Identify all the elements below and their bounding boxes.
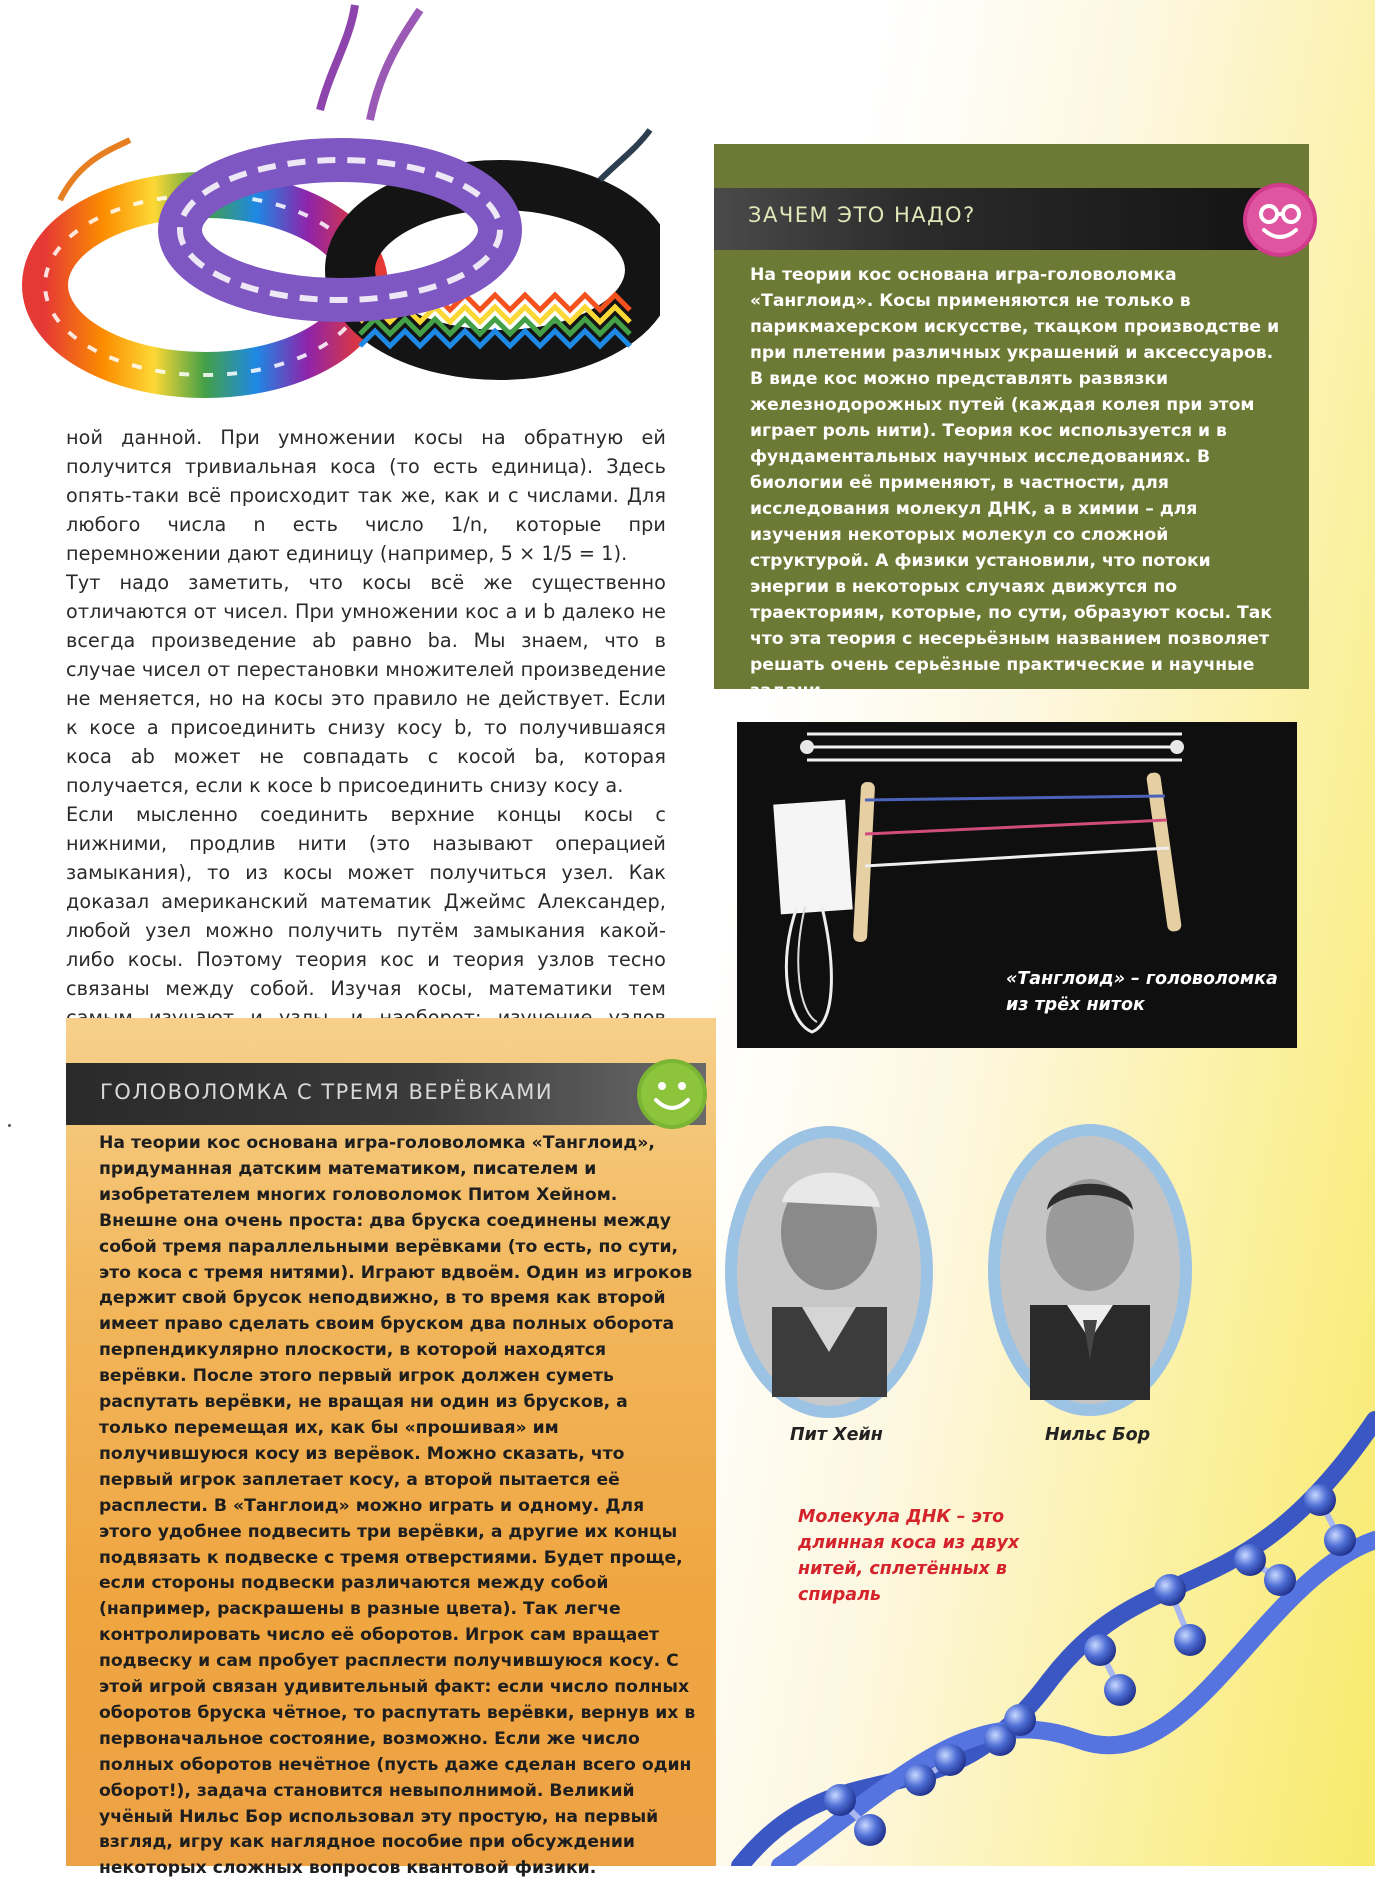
- paragraph-2: Тут надо заметить, что косы всё же существенно отличаются от чисел. При умножении кос a и b далеко не всегда произведение ab равно ba. Мы знаем, что в случае чисел от перестановки множителей произведение не меняется, но на косы это правило не действует. Если к косе a присоединить снизу косу b, то получившаяся коса ab может не совпадать с косой ba, которая получается, если к косе b присоединить снизу косу a.: [66, 571, 666, 797]
- paragraph-1: ной данной. При умножении косы на обратную ей получится тривиальная коса (то есть единица). Здесь опять-таки всё происходит так же, как и с числами. Для любого числа n есть число 1/n, которые при перемножении дают единицу (например, 5 × 1/5 = 1).: [66, 426, 666, 565]
- why-box-title: ЗАЧЕМ ЭТО НАДО?: [748, 203, 976, 227]
- why-box-text: На теории кос основана игра-головоломка «Танглоид». Косы применяются не только в парикмахерском искусстве, ткацком производстве и при плетении различных украшений и аксессуаров. В виде кос можно представлять развязки железнодорожных путей (каждая колея при этом играет роль нити). Теория кос используется и в фундаментальных научных исследованиях. В биологии её применяют, в частности, для исследования молекул ДНК, а в химии – для изучения некоторых молекул со сложной структурой. А физики установили, что потоки энергии в некоторых случаях движутся по траекториям, которые, по сути, образуют косы. Так что эта теория с несерьёзным названием позволяет решать очень серьёзные практические и научные задачи.: [750, 265, 1280, 701]
- glasses-smiley-icon: [1242, 182, 1318, 258]
- tangloid-caption: «Танглоид» – головоломка из трёх ниток: [1006, 969, 1278, 1015]
- main-article-text: [66, 423, 666, 1061]
- dna-illustration: [720, 1360, 1375, 1866]
- puzzle-box-title: ГОЛОВОЛОМКА С ТРЕМЯ ВЕРЁВКАМИ: [100, 1080, 554, 1104]
- smiley-face-icon: [636, 1058, 708, 1130]
- paragraph-3: Если мысленно соединить верхние концы косы с нижними, продлив нити (это называют операцией замыкания), то из косы может получиться узел. Как доказал американский математик Джеймс Александер, любой узел можно получить путём замыкания какой-либо косы. Поэтому теория кос и теория узлов тесно связаны между собой. Изучая косы, математики тем: [66, 803, 666, 1000]
- piet-hein-name: Пит Хейн: [790, 1425, 883, 1445]
- bracelets-photo: [20, 0, 660, 400]
- dna-caption: Молекула ДНК – это длинная коса из двух нитей, сплетённых в спираль: [798, 1507, 1020, 1605]
- margin-mark: [8, 1124, 11, 1127]
- niels-bohr-name: Нильс Бор: [1045, 1425, 1151, 1445]
- puzzle-box-text: На теории кос основана игра-головоломка «Танглоид», придуманная датским математиком, писателем и изобретателем многих головоломок Питом Хейном. Внешне она очень проста: два бруска соединены между собой тремя параллельными верёвками (то есть, по сути, это коса с тремя нитями). Играют вдвоём. Один из игроков держит свой брусок неподвижно, в то время как второй имеет право сделать своим бруском два полных оборота перпендикулярно плоскости, в которой находятся верёвки. После этого первый игрок должен суметь распутать верёвки, не вращая ни один из брусков, а только перемещая их, как бы «прошивая» им получившуюся косу из верёвок. Можно сказать, что первый игрок заплетает косу, а второй пытается её расплести. В «Танглоид» можно играть и одному. Для этого удобнее подвесить три верёвки, а другие их концы подвязать к подвеске с тремя отверстиями. Будет проще, если стороны подвески различаются между собой (например, раскрашены в разные цвета). Так легче контролировать число её оборотов. Игрок сам вращает подвеску и сам пробует расплести получившуюся косу. С этой игрой связан удивительный факт: если число полных оборотов бруска чётное, то распутать верёвки, вернув их в первоначальное состояние, возможно. Если же число полных оборотов нечётное (пусть даже сделан всего один оборот!), задача становится невыполнимой. Великий учёный Нильс Бор использовал эту простую, на первый взгляд, игру как наглядное пособие при обсуждении некоторых сложных вопросов квантовой физики.: [99, 1133, 696, 1879]
